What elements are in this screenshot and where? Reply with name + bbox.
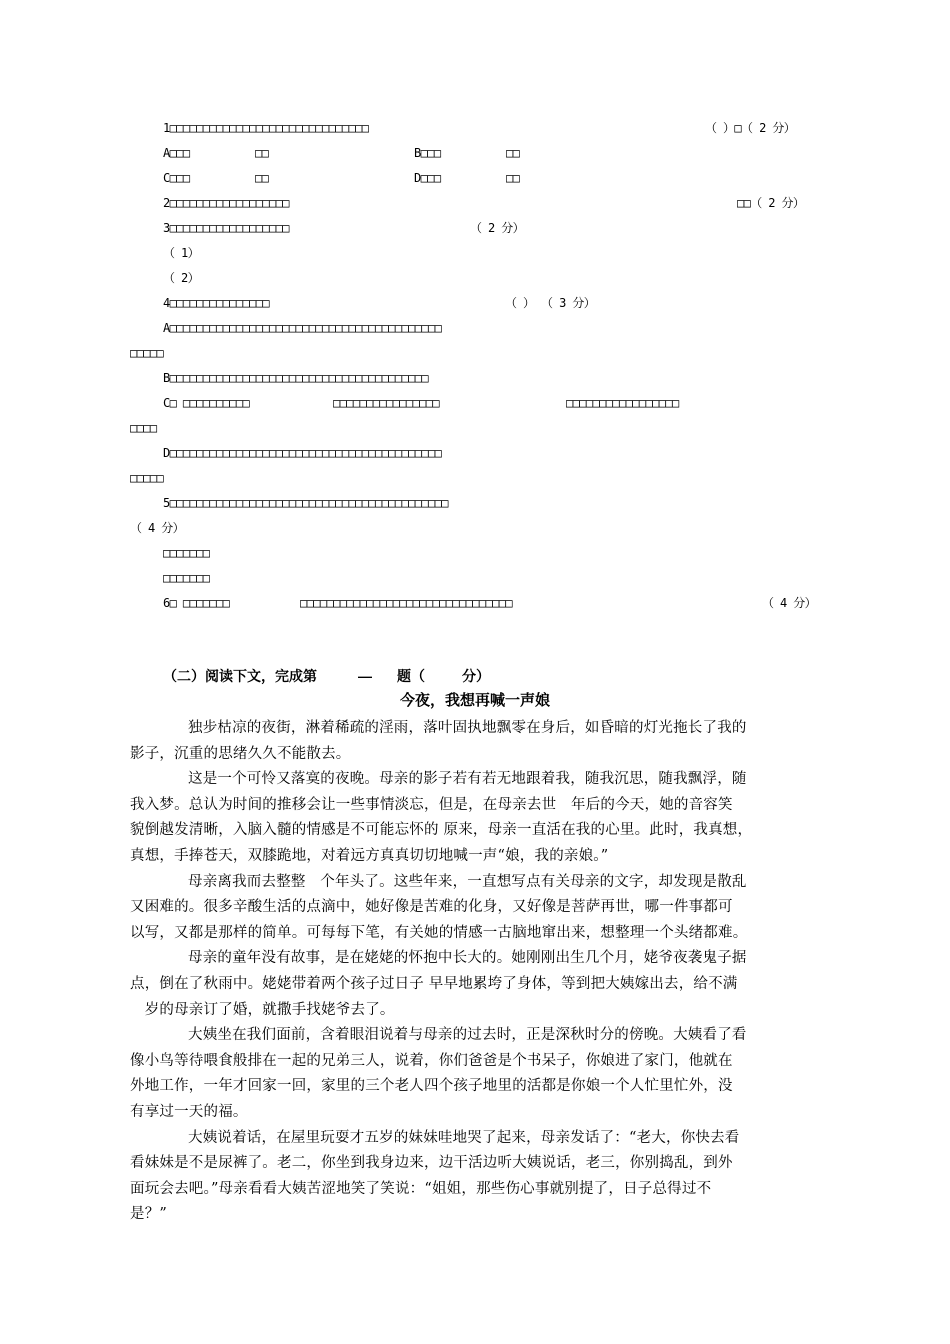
option-d-value: □□: [506, 171, 520, 185]
question-1-text: 1□□□□□□□□□□□□□□□□□□□□□□□□□□□□□□: [163, 121, 369, 135]
section-heading-part-2: —: [358, 668, 372, 684]
question-4-option-c-part-1: C□ □□□□□□□□□□: [163, 396, 250, 410]
question-2-score: □□（ 2 分）: [737, 196, 805, 210]
paragraph-line: 大姨说着话，在屋里玩耍才五岁的妹妹哇地哭了起来，母亲发话了：“老大，你快去看: [188, 1130, 740, 1146]
option-c-value: □□: [255, 171, 269, 185]
option-d-label: D□□□: [414, 171, 441, 185]
question-4-score: （ ） （ 3 分）: [505, 296, 596, 310]
option-b-label: B□□□: [414, 146, 441, 160]
question-4-option-c-cont: □□□□: [130, 421, 157, 435]
question-3-score: （ 2 分）: [470, 221, 525, 235]
question-3-part-1: （ 1）: [163, 246, 200, 260]
question-5-part-2: □□□□□□□: [163, 571, 210, 585]
paragraph-line: 我入梦。总认为时间的推移会让一些事情淡忘，但是，在母亲去世 年后的今天，她的音容笑: [130, 797, 733, 813]
question-3-text: 3□□□□□□□□□□□□□□□□□□: [163, 221, 289, 235]
paragraph-line: 这是一个可怜又落寞的夜晚。母亲的影子若有若无地跟着我，随我沉思，随我飘浮，随: [188, 771, 747, 787]
article-title: 今夜，我想再喊一声娘: [399, 692, 550, 709]
question-4-text: 4□□□□□□□□□□□□□□□: [163, 296, 269, 310]
option-a-label: A□□□: [163, 146, 190, 160]
section-heading-part-4: 分）: [462, 668, 490, 684]
question-3-part-2: （ 2）: [163, 271, 200, 285]
paragraph-line: 点，倒在了秋雨中。姥姥带着两个孩子过日子 早早地累垮了身体，等到把大姨嫁出去，给不满: [130, 976, 738, 992]
paragraph-line: 有享过一天的福。: [130, 1104, 248, 1120]
paragraph-line: 真想，手捧苍天，双膝跪地，对着远方真真切切地喊一声“娘，我的亲娘。”: [130, 848, 609, 864]
paragraph-line: 外地工作，一年才回家一回，家里的三个老人四个孩子地里的活都是你娘一个人忙里忙外，没: [130, 1078, 733, 1094]
option-a-value: □□: [255, 146, 269, 160]
paragraph-line: 看妹妹是不是尿裤了。老二，你坐到我身边来，边干活边听大姨说话，老三，你别捣乱，到外: [130, 1155, 733, 1171]
paragraph-line: 大姨坐在我们面前，含着眼泪说着与母亲的过去时，正是深秋时分的傍晚。大姨看了看: [188, 1027, 747, 1043]
question-5-score: （ 4 分）: [130, 521, 185, 535]
option-c-label: C□□□: [163, 171, 190, 185]
question-4-option-a: A□□□□□□□□□□□□□□□□□□□□□□□□□□□□□□□□□□□□□□□□□: [163, 321, 442, 335]
paragraph-line: 貌倒越发清晰，入脑入髓的情感是不可能忘怀的 原来，母亲一直活在我的心里。此时，我真想，: [130, 822, 753, 838]
paragraph-line: 以写，又都是那样的简单。可每每下笔，有关她的情感一古脑地窜出来，想整理一个头绪都难。: [130, 925, 748, 941]
paragraph-line: 母亲的童年没有故事，是在姥姥的怀抱中长大的。她刚刚出生几个月，姥爷夜袭鬼子据: [188, 950, 747, 966]
question-6-score: （ 4 分）: [762, 596, 817, 610]
paragraph-line: 母亲离我而去整整 个年头了。这些年来，一直想写点有关母亲的文字，却发现是散乱: [188, 874, 747, 890]
question-2-text: 2□□□□□□□□□□□□□□□□□□: [163, 196, 289, 210]
section-heading-part-1: （二）阅读下文，完成第: [163, 668, 317, 684]
question-5-text: 5□□□□□□□□□□□□□□□□□□□□□□□□□□□□□□□□□□□□□□□□□□: [163, 496, 448, 510]
question-4-option-c-part-3: □□□□□□□□□□□□□□□□□: [566, 396, 679, 410]
question-4-option-d-cont: □□□□□: [130, 471, 164, 485]
paragraph-line: 像小鸟等待喂食般排在一起的兄弟三人，说着，你们爸爸是个书呆子，你娘进了家门，他就在: [130, 1053, 733, 1069]
paragraph-line: 又困难的。很多辛酸生活的点滴中，她好像是苦难的化身，又好像是菩萨再世，哪一件事都可: [130, 899, 733, 915]
question-6-text-b: □□□□□□□□□□□□□□□□□□□□□□□□□□□□□□□□: [300, 596, 512, 610]
paragraph-line: 面玩会去吧。”母亲看看大姨苦涩地笑了笑说：“姐姐，那些伤心事就别提了，日子总得过不: [130, 1181, 712, 1197]
question-1-score: （ ）□（ 2 分）: [705, 121, 796, 135]
section-heading-part-3: 题（: [397, 668, 425, 684]
question-4-option-d: D□□□□□□□□□□□□□□□□□□□□□□□□□□□□□□□□□□□□□□□□□: [163, 446, 442, 460]
paragraph-line: 是？”: [130, 1206, 168, 1222]
paragraph-line: 岁的母亲订了婚，就撒手找姥爷去了。: [130, 1002, 395, 1018]
question-5-part-1: □□□□□□□: [163, 546, 210, 560]
paragraph-line: 影子，沉重的思绪久久不能散去。: [130, 746, 351, 762]
option-b-value: □□: [506, 146, 520, 160]
question-4-option-c-part-2: □□□□□□□□□□□□□□□□: [333, 396, 439, 410]
paragraph-line: 独步枯凉的夜街，淋着稀疏的淫雨，落叶固执地飘零在身后，如昏暗的灯光拖长了我的: [188, 720, 747, 736]
question-4-option-a-cont: □□□□□: [130, 346, 164, 360]
question-6-text-a: 6□ □□□□□□□: [163, 596, 230, 610]
question-4-option-b: B□□□□□□□□□□□□□□□□□□□□□□□□□□□□□□□□□□□□□□□: [163, 371, 428, 385]
